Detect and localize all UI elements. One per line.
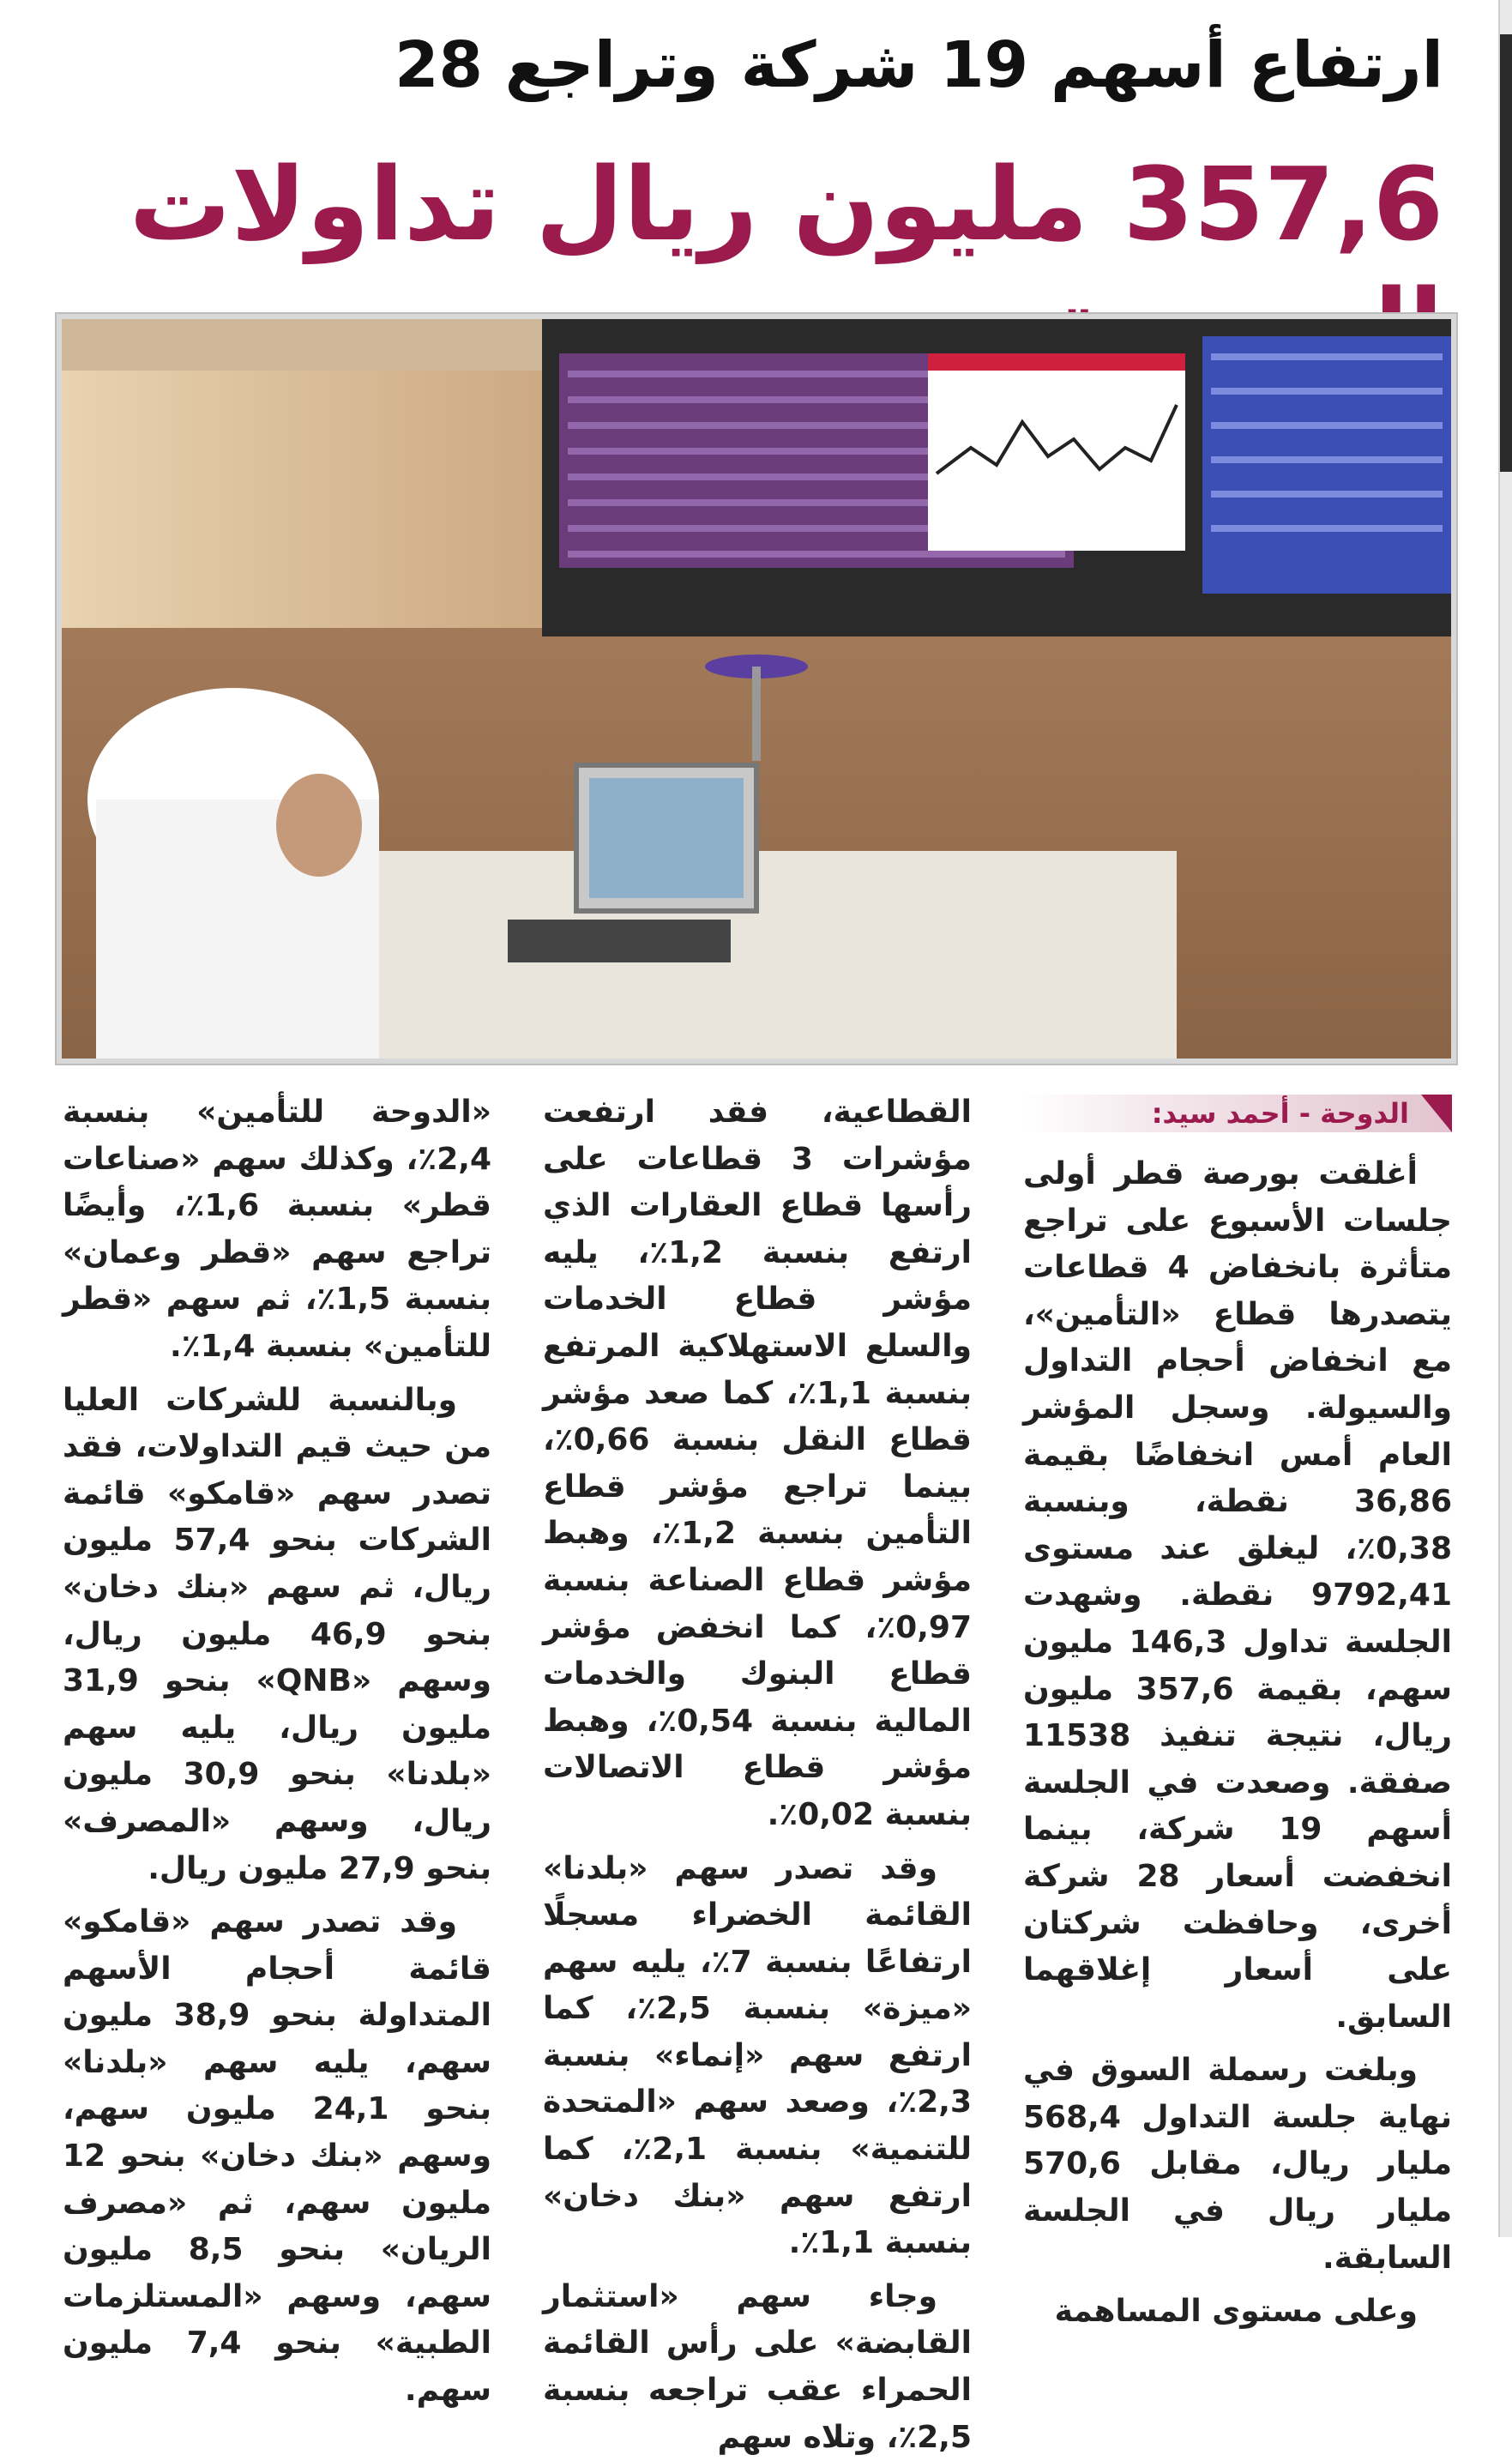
paragraph: أغلقت بورصة قطر أولى جلسات الأسبوع على تراجع متأثرة بانخفاض 4 قطاعات يتصدرها قطاع «التأمين»، مع انخفاض أحجام التداول والسيولة. وسجل المؤشر العام أمس انخفاضًا بقيمة 36,86 نقطة، وبنسبة 0,38٪، ليغلق عند مستوى 9792,41 نقطة. وشهدت الجلسة تداول 146,3 مليون سهم، بقيمة 357,6 مليون ريال، نتيجة تنفيذ 11538 صفقة. وصعدت في الجلسة أسهم 19 شركة، بينما انخفضت أسعار 28 شركة أخرى، وحافظت شركتان على أسعار إغلاقهما السابق. <box>1023 1156 1453 2035</box>
article-photo <box>57 314 1456 1064</box>
column-1-body <box>1023 1151 1452 2336</box>
article-column-3 <box>63 1089 491 2415</box>
stock-exchange-hall-photo <box>62 319 1451 1059</box>
byline-triangle-icon <box>1421 1095 1452 1132</box>
paragraph: «الدوحة للتأمين» بنسبة 2,4٪، وكذلك سهم «صناعات قطر» بنسبة 1,6٪، وأيضًا تراجع سهم «قطر وعمان» بنسبة 1,5٪، ثم سهم «قطر للتأمين» بنسبة 1,4٪. <box>63 1095 492 1364</box>
paragraph: وعلى مستوى المساهمة <box>1054 2294 1418 2330</box>
article-headline: 357,6 مليون ريال تداولات <box>129 145 1443 263</box>
paragraph: وبالنسبة للشركات العليا من حيث قيم التداولات، فقد تصدر سهم «قامكو» قائمة الشركات بنحو 57,4 مليون ريال، ثم سهم «بنك دخان» بنحو 46,9 مليون ريال، وسهم «QNB» بنحو 31,9 مليون ريال، يليه سهم «بلدنا» بنحو 30,9 مليون ريال، وسهم «المصرف» بنحو 27,9 مليون ريال. <box>63 1382 491 1886</box>
article-column-1 <box>1023 1089 1452 2336</box>
paragraph: وقد تصدر سهم «قامكو» قائمة أحجام الأسهم المتداولة بنحو 38,9 مليون سهم، يليه سهم «بلدنا» بنحو 24,1 مليون سهم، وسهم «بنك دخان» بنحو 12 مليون سهم، ثم «مصرف الريان» بنحو 8,5 مليون سهم، وسهم «المستلزمات الطبية» بنحو 7,4 مليون سهم. <box>63 1904 492 2409</box>
page-edge-block <box>1500 34 1512 472</box>
article-kicker: ارتفاع أسهم 19 شركة وتراجع 28 <box>395 28 1443 102</box>
byline-text: الدوحة - أحمد سيد: <box>1151 1097 1409 1130</box>
byline <box>1023 1089 1452 1139</box>
paragraph: وجاء سهم «استثمار القابضة» على رأس القائمة الحمراء عقب تراجعه بنسبة 2,5٪، وتلاه سهم <box>543 2278 972 2455</box>
paragraph: وبلغت رسملة السوق في نهاية جلسة التداول 568,4 مليار ريال، مقابل 570,6 مليار ريال في الجلسة السابقة. <box>1023 2053 1452 2276</box>
page-edge-strip <box>1498 0 1512 2237</box>
paragraph: القطاعية، فقد ارتفعت مؤشرات 3 قطاعات على رأسها قطاع العقارات الذي ارتفع بنسبة 1,2٪، يليه مؤشر قطاع الخدمات والسلع الاستهلاكية المرتفع بنسبة 1,1٪، كما صعد مؤشر قطاع النقل بنسبة 0,66٪، بينما تراجع مؤشر قطاع التأمين بنسبة 1,2٪، وهبط مؤشر قطاع الصناعة بنسبة 0,97٪، كما انخفض مؤشر قطاع البنوك والخدمات المالية بنسبة 0,54٪، وهبط مؤشر قطاع الاتصالات بنسبة 0,02٪. <box>543 1095 973 1832</box>
paragraph: وقد تصدر سهم «بلدنا» القائمة الخضراء مسجلًا ارتفاعًا بنسبة 7٪، يليه سهم «ميزة» بنسبة 2,5٪، كما ارتفع سهم «إنماء» بنسبة 2,3٪، وصعد سهم «المتحدة للتنمية» بنسبة 2,1٪، كما ارتفع سهم «بنك دخان» بنسبة 1,1٪. <box>543 1850 973 2261</box>
article-column-2 <box>543 1089 972 2461</box>
